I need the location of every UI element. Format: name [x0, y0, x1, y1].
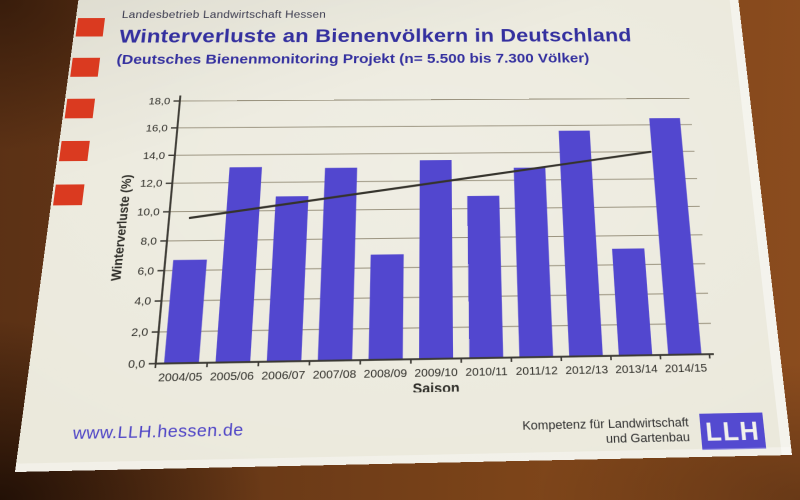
hessen-stripe-block [59, 141, 90, 161]
x-tick-label: 2007/08 [312, 368, 357, 383]
y-tick-label: 8,0 [139, 236, 158, 249]
y-tick-label: 6,0 [136, 265, 155, 278]
organization-header: Landesbetrieb Landwirtschaft Hessen [121, 10, 327, 21]
x-tick-label: 2013/14 [614, 363, 659, 377]
screen-edge-highlight [728, 0, 792, 455]
x-tick-label: 2006/07 [261, 369, 306, 384]
llh-logo: LLH [699, 413, 766, 451]
x-tick-label: 2004/05 [157, 371, 203, 385]
screen-edge-highlight [15, 447, 792, 472]
bar-2010/11 [467, 196, 503, 359]
bar-2014/15 [649, 118, 701, 355]
slide-subtitle: (Deutsches Bienenmonitoring Projekt (n= 5.500 bis 7.300 Völker) [115, 50, 590, 68]
bar-2004/05 [164, 260, 207, 364]
bar-2009/10 [419, 160, 453, 359]
bar-2011/12 [514, 168, 553, 358]
x-tick-label: 2011/12 [515, 365, 559, 379]
footer-tagline-line2: und Gartenbau [605, 430, 691, 447]
x-tick-label: 2014/15 [664, 362, 708, 376]
bar-2008/09 [369, 254, 404, 360]
y-tick-label: 12,0 [139, 178, 163, 191]
x-tick-label: 2009/10 [414, 366, 458, 381]
y-tick-label: 16,0 [145, 123, 169, 135]
hessen-stripe-block [70, 58, 100, 77]
hessen-stripe-block [53, 184, 84, 205]
slide-title: Winterverluste an Bienenvölkern in Deutschland [118, 25, 633, 48]
y-axis-title: Winterverluste (%) [109, 174, 136, 281]
y-tick-label: 4,0 [133, 295, 152, 309]
gridline [180, 98, 690, 101]
y-tick-label: 0,0 [127, 358, 146, 372]
bar-2005/06 [216, 167, 262, 363]
y-tick-label: 10,0 [136, 206, 161, 219]
gridline [175, 151, 695, 155]
x-axis-title: Saison [412, 379, 460, 398]
y-tick-label: 14,0 [142, 150, 166, 162]
y-tick-label: 2,0 [130, 326, 149, 340]
footer-tagline [522, 416, 690, 449]
footer-tagline-line1: Kompetenz für Landwirtschaft [522, 416, 690, 434]
x-tick-label: 2010/11 [465, 365, 508, 380]
hessen-stripe-block [76, 18, 105, 36]
x-tick-label: 2008/09 [363, 367, 408, 382]
hessen-stripe-block [65, 99, 95, 119]
winter-losses-chart [68, 79, 729, 399]
x-tick-label: 2012/13 [565, 364, 609, 378]
slide [15, 0, 792, 472]
bar-2006/07 [267, 196, 309, 362]
website-link: www.LLH.hessen.de [71, 420, 245, 444]
winter-losses-bar-chart [68, 79, 729, 399]
gridline [177, 125, 692, 128]
y-tick-label: 18,0 [148, 96, 171, 108]
x-tick-label: 2005/06 [209, 370, 255, 384]
